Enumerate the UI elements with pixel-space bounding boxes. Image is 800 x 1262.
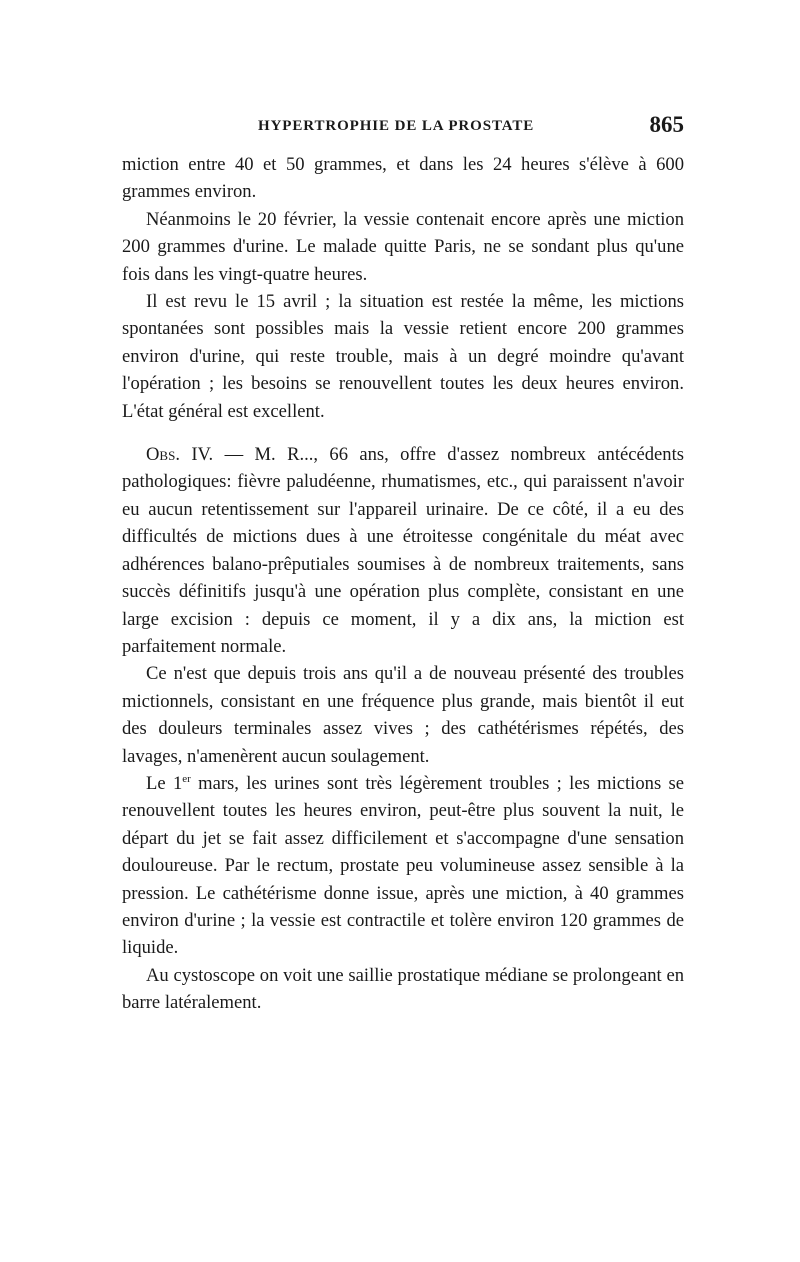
page-number: 865 (649, 112, 684, 137)
mars-start: Le 1 (146, 772, 183, 794)
paragraph-cystoscope: Au cystoscope on voit une saillie prostatique médiane se prolongeant en barre latéralement. (122, 964, 684, 1014)
mars-rest: mars, les urines sont très légèrement troubles ; les mictions se renouvellent toutes les heures environ, peut-être plus souvent la nuit, le départ du jet se fait assez difficilement et s'accompagne d'une sensation douloureuse. Par le rectum, prostate peu volumineuse assez sensible à la pression. Le cathétérisme donne issue, après une miction, à 40 grammes environ d'urine ; la vessie est contractile et tolère environ 120 grammes de liquide. (122, 772, 684, 959)
paragraph-fevrier: Néanmoins le 20 février, la vessie contenait encore après une miction 200 grammes d'urine. Le malade quitte Paris, ne se sondant plus qu'une fois dans les vingt-quatre heures. (122, 208, 684, 285)
mars-superscript: er (182, 772, 191, 785)
observation-text: — M. R..., 66 ans, offre d'assez nombreux antécédents pathologiques: fièvre paludéenne, rhumatismes, etc., qui paraissent n'avoir eu aucun retentissement sur l'appareil urinaire. De ce côté, il a eu des difficultés de mictions dues à une étroitesse congénitale du méat avec adhérences balano-prêputiales soumises à de nombreux traitements, sans succès définitifs jusqu'à une opération plus complète, consistant en une large excision : depuis ce moment, il y a dix ans, la miction est parfaitement normale. (122, 444, 685, 657)
paragraph-continuation: miction entre 40 et 50 grammes, et dans les 24 heures s'élève à 600 grammes environ. (122, 154, 684, 203)
paragraph-troubles: Ce n'est que depuis trois ans qu'il a de nouveau présenté des troubles mictionnels, consistant en une fréquence plus grande, mais bientôt il eut des douleurs terminales assez vives ; des cathétérismes répétés, des lavages, n'amenèrent aucun soulagement. (122, 663, 684, 767)
observation-label: Obs. IV. (146, 444, 214, 466)
page-header (122, 112, 684, 142)
running-title: HYPERTROPHIE DE LA PROSTATE (258, 118, 535, 134)
paragraph-avril: Il est revu le 15 avril ; la situation est restée la même, les mictions spontanées sont possibles mais la vessie retient encore 200 grammes environ d'urine, qui reste trouble, mais à un degré moindre qu'avant l'opération ; les besoins se renouvellent toutes les deux heures environ. L'état général est excellent. (122, 291, 684, 422)
paragraph-mars (122, 770, 684, 962)
observation-paragraph (122, 441, 684, 660)
body-text (122, 151, 684, 1017)
